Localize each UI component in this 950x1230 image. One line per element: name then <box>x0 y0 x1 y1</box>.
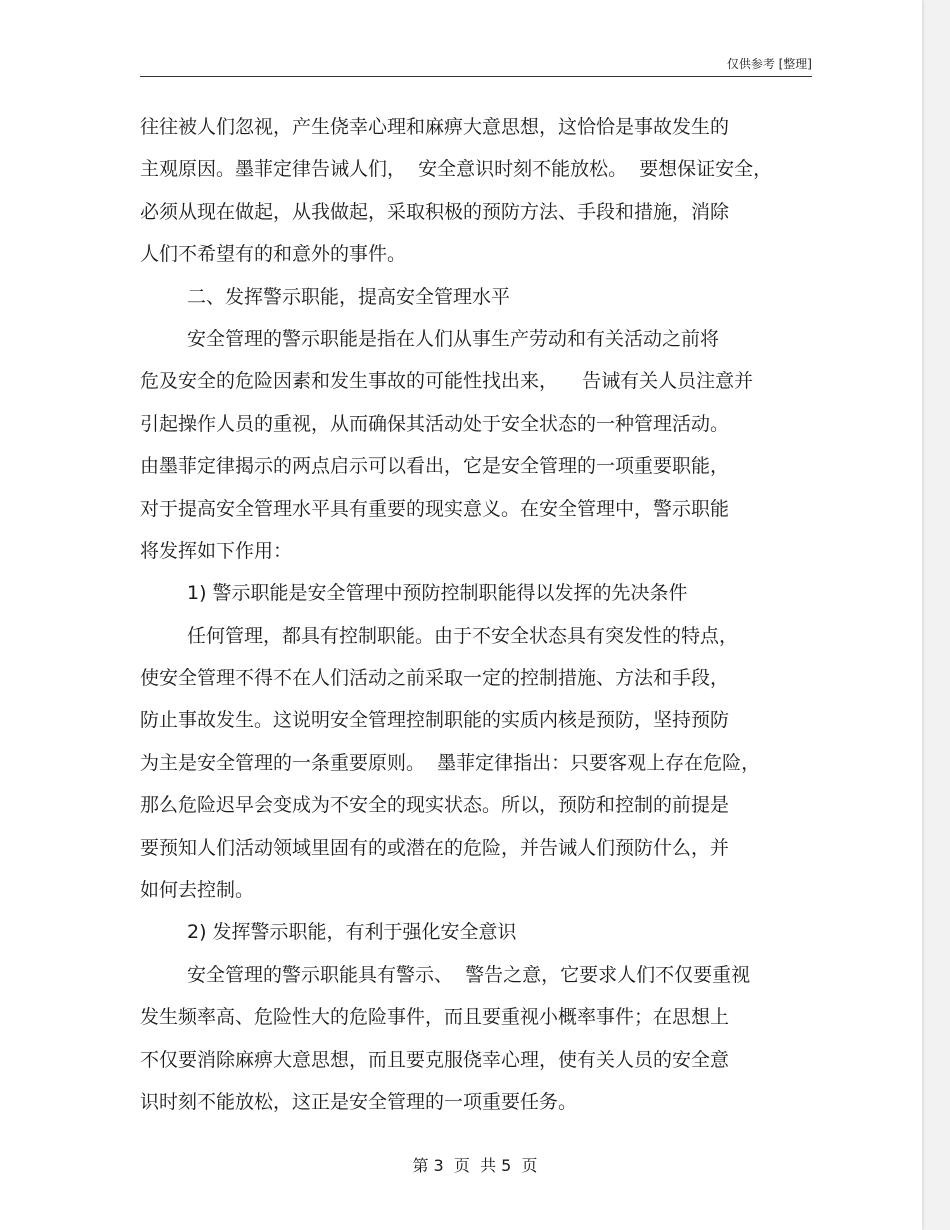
subsection-heading: 1) 警示职能是安全管理中预防控制职能得以发挥的先决条件 <box>187 582 688 605</box>
header-text: 仅供参考 [整理] <box>726 57 812 71</box>
page-header <box>140 56 812 76</box>
text-line: 使安全管理不得不在人们活动之前采取一定的控制措施、方法和手段， <box>140 667 730 690</box>
text-line: 防止事故发生。这说明安全管理控制职能的实质内核是预防，坚持预防 <box>140 709 730 732</box>
text-line: 安全管理的警示职能具有警示、 警告之意，它要求人们不仅要重视 <box>187 963 751 986</box>
header-divider <box>140 76 812 77</box>
text-line: 那么危险迟早会变成为不安全的现实状态。所以，预防和控制的前提是 <box>140 794 730 817</box>
subsection-heading: 2) 发挥警示职能，有利于强化安全意识 <box>187 921 517 944</box>
text-line: 安全管理的警示职能是指在人们从事生产劳动和有关活动之前将 <box>187 327 720 350</box>
text-line: 任何管理，都具有控制职能。由于不安全状态具有突发性的特点， <box>187 624 739 647</box>
text-line: 往往被人们忽视，产生侥幸心理和麻痹大意思想，这恰恰是事故发生的 <box>140 116 730 138</box>
text-line: 引起操作人员的重视，从而确保其活动处于安全状态的一种管理活动。 <box>140 412 730 435</box>
text-line: 为主是安全管理的一条重要原则。 墨菲定律指出：只要客观上存在危险， <box>140 751 761 774</box>
page-footer: 第 3 页 共 5 页 <box>412 1156 538 1175</box>
body-text <box>140 106 820 1123</box>
section-heading: 二、发挥警示职能，提高安全管理水平 <box>187 285 511 308</box>
text-line: 主观原因。墨菲定律告诫人们， 安全意识时刻不能放松。 要想保证安全， <box>140 158 773 181</box>
text-line: 对于提高安全管理水平具有重要的现实意义。在安全管理中，警示职能 <box>140 497 730 520</box>
text-line: 发生频率高、危险性大的危险事件，而且要重视小概率事件；在思想上 <box>140 1006 730 1029</box>
text-line: 将发挥如下作用： <box>140 539 293 562</box>
text-line: 必须从现在做起，从我做起，采取积极的预防方法、手段和措施，消除 <box>140 200 730 223</box>
text-line: 要预知人们活动领域里固有的或潜在的危险，并告诫人们预防什么，并 <box>140 836 730 859</box>
text-line: 由墨菲定律揭示的两点启示可以看出，它是安全管理的一项重要职能， <box>140 455 730 478</box>
text-line: 人们不希望有的和意外的事件。 <box>140 243 407 266</box>
text-line: 不仅要消除麻痹大意思想，而且要克服侥幸心理，使有关人员的安全意 <box>140 1048 730 1071</box>
text-line: 危及安全的危险因素和发生事故的可能性找出来， 告诫有关人员注意并 <box>140 370 754 393</box>
text-line: 识时刻不能放松，这正是安全管理的一项重要任务。 <box>140 1090 578 1113</box>
text-line: 如何去控制。 <box>140 879 255 902</box>
